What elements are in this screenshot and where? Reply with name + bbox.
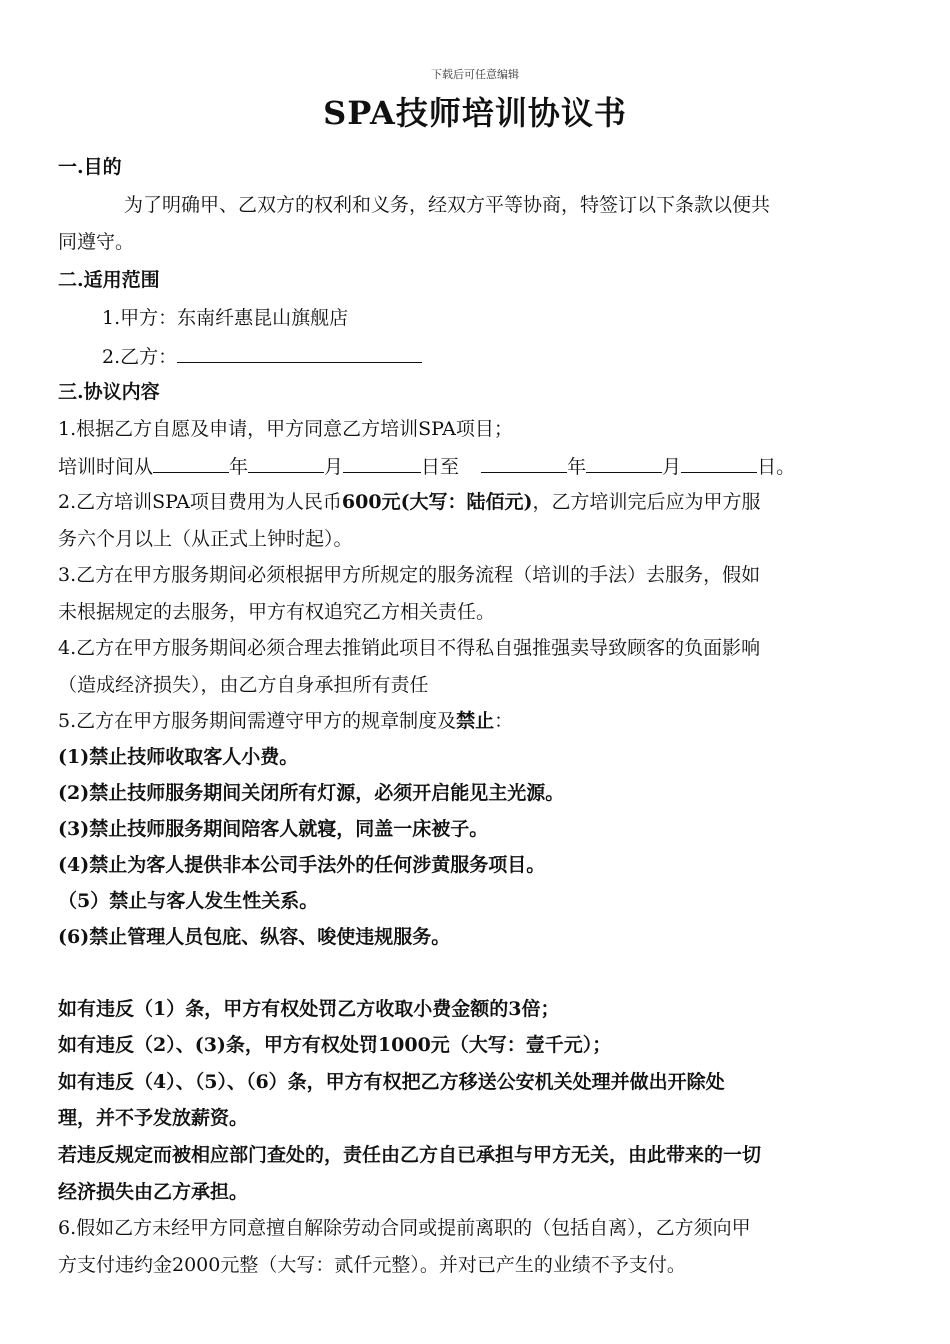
item1-time-line — [58, 452, 893, 480]
item2-line1 — [58, 489, 893, 515]
document-title: SPA技师培训协议书 — [323, 94, 627, 132]
item3-line2: 未根据规定的去服务，甲方有权追究乙方相关责任。 — [58, 601, 496, 623]
start-month-blank[interactable] — [248, 452, 324, 473]
section1-para-line2: 同遵守。 — [58, 231, 135, 253]
prohibition-4: (4)禁止为客人提供非本公司手法外的任何涉黄服务项目。 — [58, 854, 546, 876]
item2-part-c: ，乙方培训完后应为甲方服 — [532, 491, 761, 513]
item6-line1: 6.假如乙方未经甲方同意擅自解除劳动合同或提前离职的（包括自离），乙方须向甲 — [58, 1217, 751, 1239]
item2-part-a: 2.乙方培训SPA项目费用为人民币 — [58, 491, 342, 513]
end-year-blank[interactable] — [481, 452, 567, 473]
header-note: 下载后可任意编辑 — [431, 68, 519, 81]
end-month-blank[interactable] — [586, 452, 662, 473]
prohibition-1: (1)禁止技师收取客人小费。 — [58, 746, 299, 768]
item4-line1: 4.乙方在甲方服务期间必须合理去推销此项目不得私自强推强卖导致顾客的负面影响 — [58, 637, 761, 659]
prohibition-3: (3)禁止技师服务期间陪客人就寝，同盖一床被子。 — [58, 818, 489, 840]
penalty-3-line2: 理，并不予发放薪资。 — [58, 1107, 249, 1129]
prohibition-2: (2)禁止技师服务期间关闭所有灯源，必须开启能见主光源。 — [58, 782, 565, 804]
item5-part-a: 5.乙方在甲方服务期间需遵守甲方的规章制度及 — [58, 710, 457, 732]
item5-part-c: ： — [494, 710, 514, 732]
item5-prohibit: 禁止 — [456, 710, 495, 732]
penalty-4-line1: 若违反规定而被相应部门查处的，责任由乙方自已承担与甲方无关，由此带来的一切 — [58, 1144, 762, 1166]
item1-line1: 1.根据乙方自愿及申请，甲方同意乙方培训SPA项目； — [58, 418, 513, 440]
section1-para-line1: 为了明确甲、乙双方的权利和义务，经双方平等协商，特签订以下条款以便共 — [124, 194, 771, 216]
penalty-2: 如有违反（2）、(3)条，甲方有权处罚1000元（大写：壹千元）； — [58, 1034, 612, 1056]
party-b-blank[interactable] — [177, 342, 422, 363]
section3-heading: 三.协议内容 — [58, 381, 160, 403]
day2-label: 日。 — [757, 456, 796, 478]
section2-heading: 二.适用范围 — [58, 269, 160, 291]
section1-heading: 一.目的 — [58, 156, 122, 178]
start-year-blank[interactable] — [153, 452, 229, 473]
penalty-3-line1: 如有违反（4）、（5）、（6）条，甲方有权把乙方移送公安机关处理并做出开除处 — [58, 1071, 725, 1093]
year-label: 年 — [229, 456, 249, 478]
year2-label: 年 — [567, 456, 587, 478]
party-b — [102, 342, 937, 370]
item6-line2: 方支付违约金2000元整（大写：贰仟元整）。并对已产生的业绩不予支付。 — [58, 1254, 686, 1276]
penalty-4-line2: 经济损失由乙方承担。 — [58, 1181, 249, 1203]
item2-fee: 600元(大写：陆佰元) — [341, 491, 533, 513]
start-day-blank[interactable] — [343, 452, 421, 473]
day-to-label: 日至 — [421, 456, 460, 478]
prohibition-5: （5）禁止与客人发生性关系。 — [58, 890, 319, 912]
time-prefix: 培训时间从 — [58, 456, 154, 478]
item3-line1: 3.乙方在甲方服务期间必须根据甲方所规定的服务流程（培训的手法）去服务，假如 — [58, 564, 761, 586]
item5-line1 — [58, 708, 893, 734]
penalty-1: 如有违反（1）条，甲方有权处罚乙方收取小费金额的3倍； — [58, 998, 560, 1020]
item4-line2: （造成经济损失），由乙方自身承担所有责任 — [58, 674, 429, 696]
prohibition-6: (6)禁止管理人员包庇、纵容、唆使违规服务。 — [58, 926, 451, 948]
end-day-blank[interactable] — [681, 452, 757, 473]
month2-label: 月 — [662, 456, 682, 478]
party-a: 1.甲方：东南纤惠昆山旗舰店 — [102, 307, 349, 329]
item2-line2: 务六个月以上（从正式上钟时起）。 — [58, 528, 353, 550]
party-b-label: 2.乙方： — [102, 346, 178, 368]
month-label: 月 — [324, 456, 344, 478]
